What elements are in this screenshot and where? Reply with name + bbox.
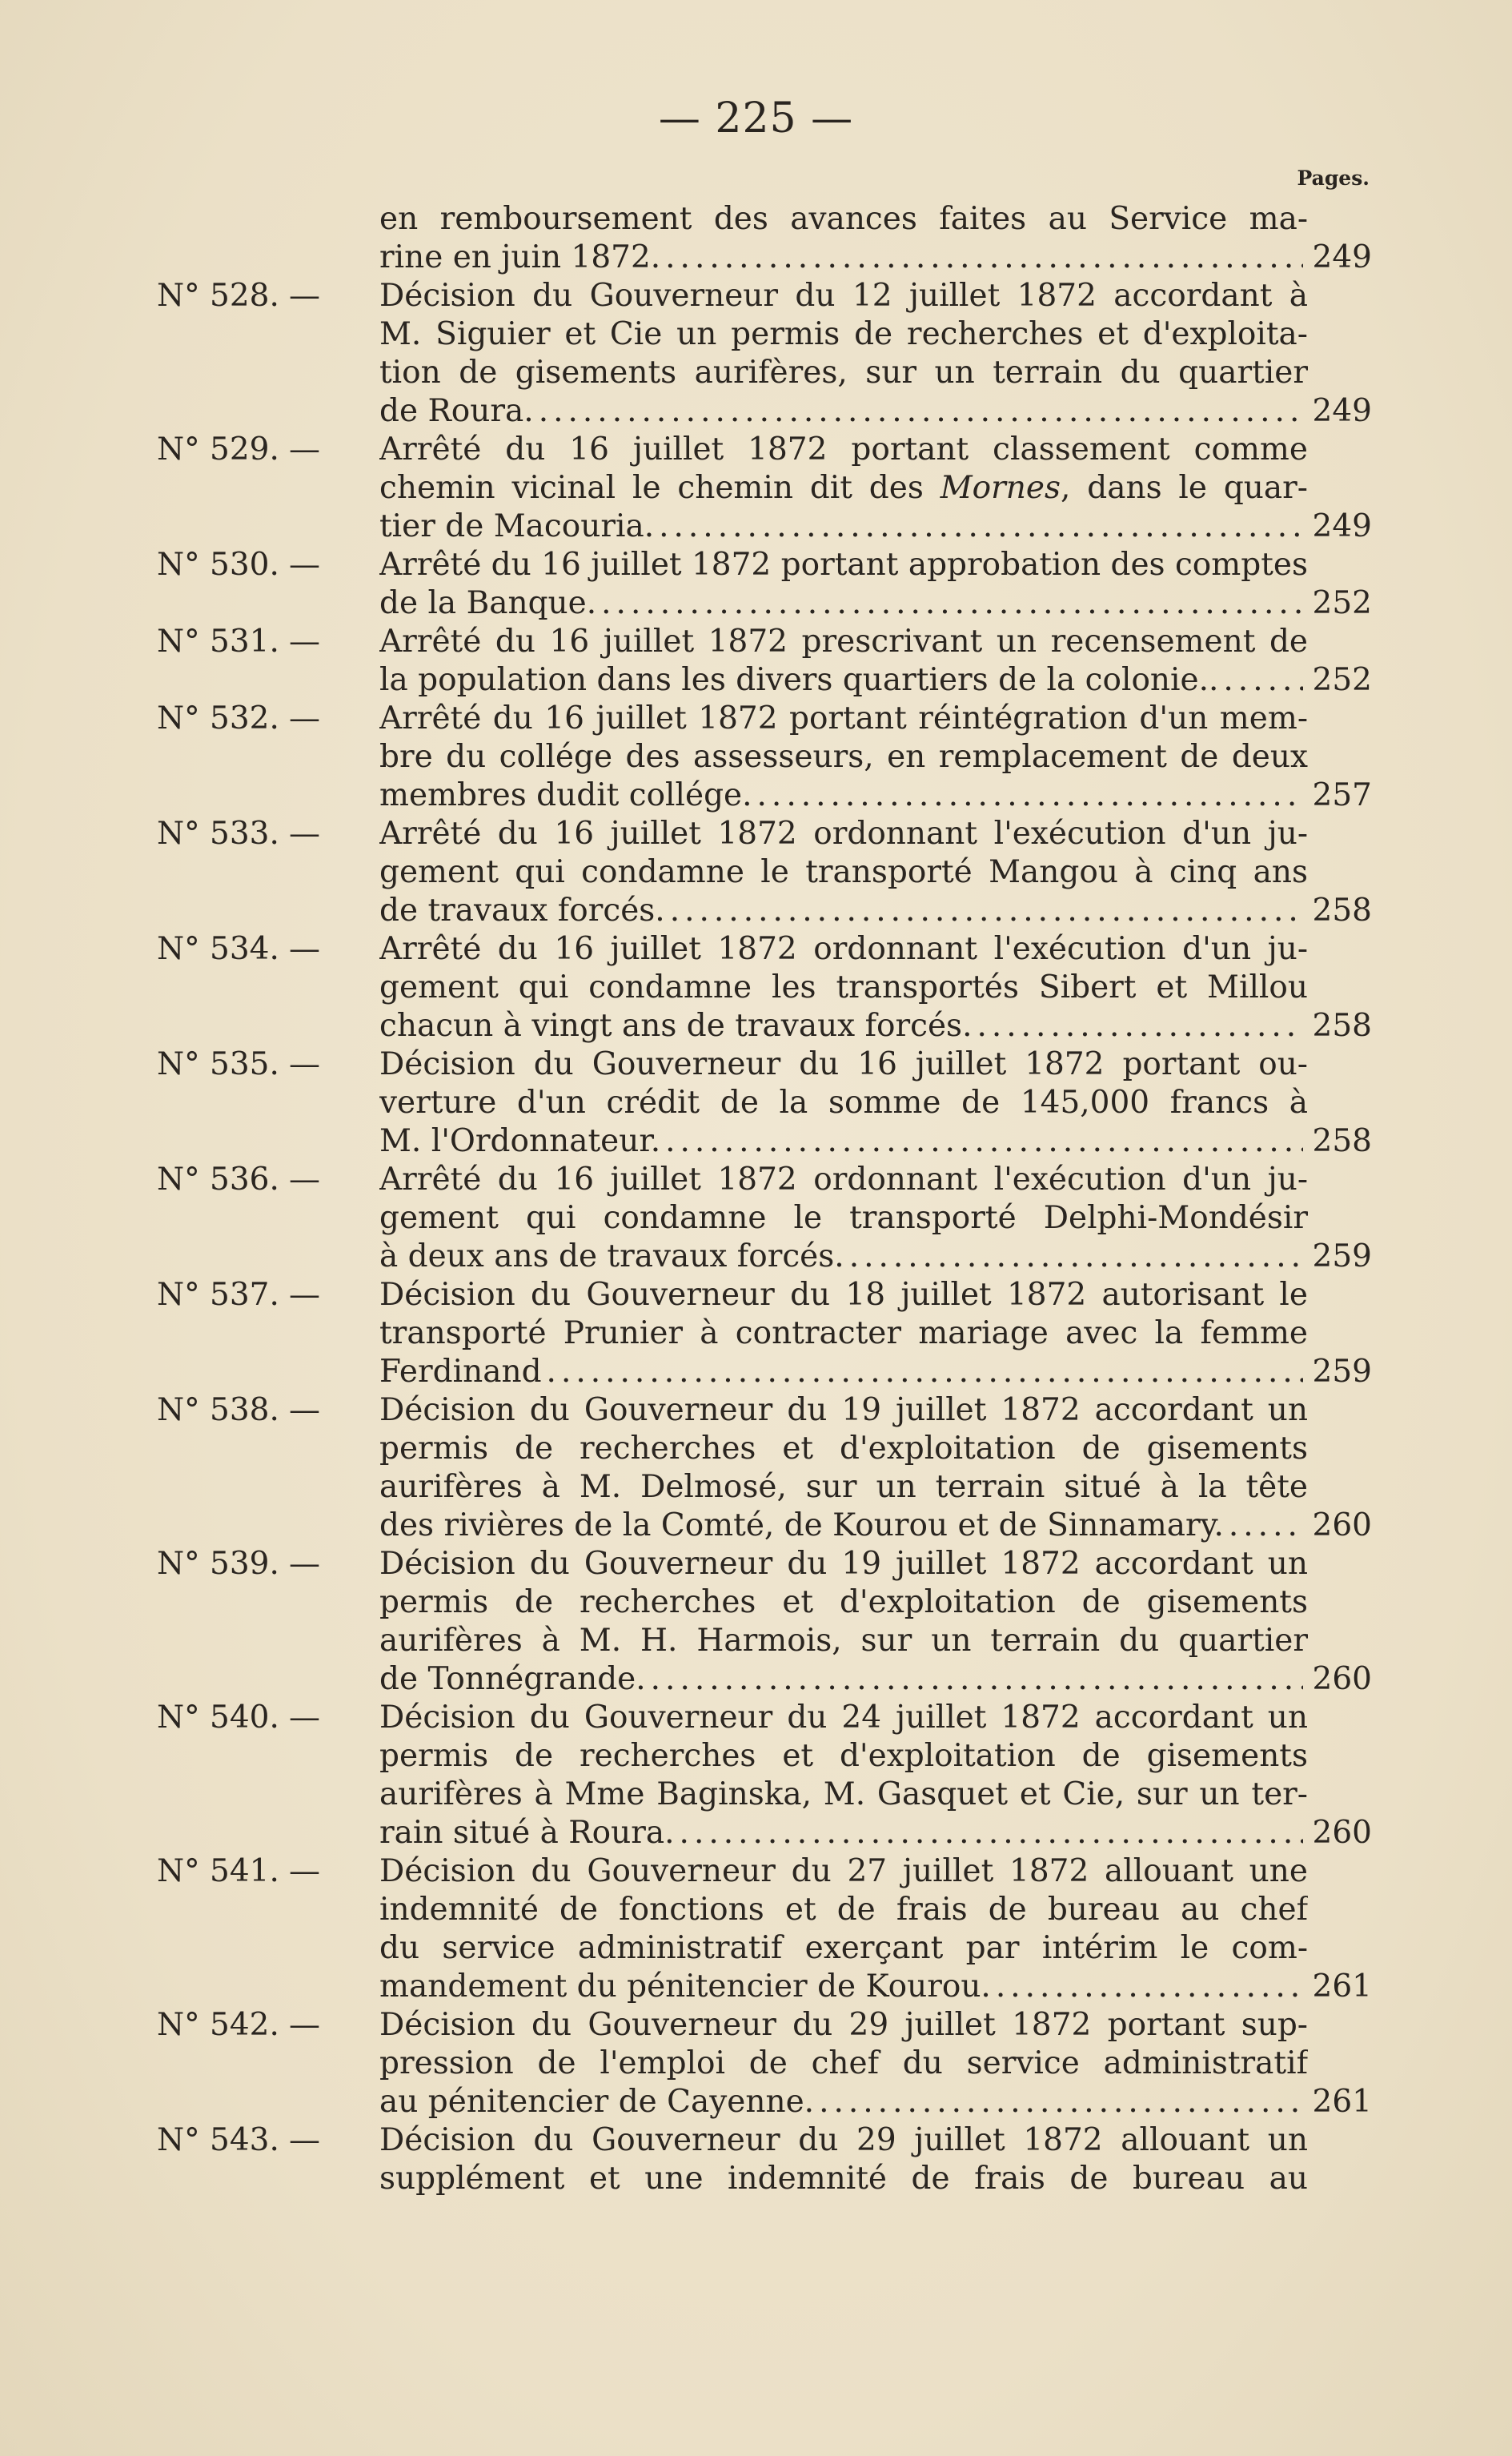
entry-dash: —	[289, 2007, 320, 2043]
entry-dash: —	[289, 2122, 320, 2158]
entry-page-number: 249	[1312, 508, 1372, 544]
entry-last-line	[379, 661, 1308, 700]
dot-leader	[977, 1007, 1303, 1045]
dot-leader	[1223, 661, 1303, 700]
dot-leader	[665, 239, 1303, 277]
entry-line: gement qui condamne le transporté Delphi-Mondésir	[379, 1200, 1308, 1236]
dot-leader	[849, 1238, 1303, 1276]
toc-entry	[157, 930, 1372, 1045]
entry-number: N° 536.	[157, 1162, 279, 1198]
entry-last-text: de la Banque.	[379, 585, 597, 621]
entry-last-text: rine en juin 1872.	[379, 239, 661, 275]
entry-last-line	[379, 1122, 1308, 1161]
entry-line: gement qui condamne le transporté Mangou à cinq ans	[379, 854, 1308, 890]
entry-dash: —	[289, 1162, 320, 1198]
entry-last-line	[379, 2083, 1308, 2121]
toc-entry	[157, 431, 1372, 546]
entry-number: N° 543.	[157, 2122, 279, 2158]
dot-leader	[547, 1353, 1303, 1391]
entry-page-number: 258	[1312, 893, 1372, 929]
entry-text	[379, 277, 1308, 431]
entry-line: M. Siguier et Cie un permis de recherches et d'exploita-	[379, 316, 1308, 352]
entry-line: Arrêté du 16 juillet 1872 ordonnant l'exécution d'un ju-	[379, 931, 1308, 967]
entry-dash: —	[289, 1046, 320, 1082]
entry-number: N° 535.	[157, 1046, 279, 1082]
entry-page-number: 260	[1312, 1661, 1372, 1697]
entry-line: Décision du Gouverneur du 29 juillet 1872 portant sup-	[379, 2007, 1308, 2043]
entry-line: aurifères à M. Delmosé, sur un terrain situé à la tête	[379, 1469, 1308, 1505]
entry-line: Décision du Gouverneur du 19 juillet 1872 accordant un	[379, 1546, 1308, 1582]
entry-last-text: rain situé à Roura.	[379, 1815, 675, 1851]
entry-line: Arrêté du 16 juillet 1872 prescrivant un recensement de	[379, 624, 1308, 660]
dot-leader	[1229, 1507, 1303, 1545]
entry-page-number: 252	[1312, 662, 1372, 698]
entry-text	[379, 815, 1308, 930]
toc-entry	[157, 200, 1372, 277]
entry-line: Décision du Gouverneur du 16 juillet 1872 portant ou-	[379, 1046, 1308, 1082]
entry-line: Décision du Gouverneur du 18 juillet 1872 autorisant le	[379, 1277, 1308, 1313]
entry-line: indemnité de fonctions et de frais de bureau au chef	[379, 1892, 1308, 1928]
entry-last-line	[379, 584, 1308, 623]
entry-number: N° 533.	[157, 816, 279, 852]
entry-number: N° 540.	[157, 1700, 279, 1736]
entry-page-number: 261	[1312, 1968, 1372, 2005]
entry-last-line	[379, 239, 1308, 277]
entry-dash: —	[289, 431, 320, 468]
entry-dash: —	[289, 1277, 320, 1313]
toc-entry	[157, 1276, 1372, 1391]
entry-text	[379, 1699, 1308, 1852]
entry-line: gement qui condamne les transportés Sibert et Millou	[379, 969, 1308, 1005]
entry-dash: —	[289, 278, 320, 314]
entry-text	[379, 623, 1308, 700]
entry-text	[379, 546, 1308, 623]
dot-leader	[651, 1660, 1303, 1699]
toc-entry	[157, 1391, 1372, 1545]
entry-last-line	[379, 392, 1308, 431]
toc-entry	[157, 1545, 1372, 1699]
entry-number: N° 541.	[157, 1853, 279, 1889]
dot-leader	[665, 1122, 1303, 1161]
entry-line: Arrêté du 16 juillet 1872 ordonnant l'exécution d'un ju-	[379, 816, 1308, 852]
entry-page-number: 260	[1312, 1815, 1372, 1851]
entry-page-number: 259	[1312, 1354, 1372, 1390]
entry-last-line	[379, 777, 1308, 815]
entry-text	[379, 431, 1308, 546]
entry-dash: —	[289, 1853, 320, 1889]
entry-number: N° 532.	[157, 700, 279, 736]
entry-number: N° 539.	[157, 1546, 279, 1582]
entry-line: Décision du Gouverneur du 29 juillet 1872 allouant un	[379, 2122, 1308, 2158]
entry-dash: —	[289, 1700, 320, 1736]
entry-line: Décision du Gouverneur du 12 juillet 1872 accordant à	[379, 278, 1308, 314]
entry-last-line	[379, 1007, 1308, 1045]
dot-leader	[757, 777, 1303, 815]
entry-line: aurifères à Mme Baginska, M. Gasquet et Cie, sur un ter-	[379, 1776, 1308, 1812]
entry-last-text: membres dudit collége.	[379, 777, 752, 813]
dot-leader	[659, 508, 1303, 546]
entry-page-number: 259	[1312, 1238, 1372, 1274]
toc-entry	[157, 2121, 1372, 2198]
toc-entry	[157, 815, 1372, 930]
entry-last-line	[379, 892, 1308, 930]
entry-line: Arrêté du 16 juillet 1872 portant approbation des comptes	[379, 547, 1308, 583]
entry-line: Arrêté du 16 juillet 1872 portant classement comme	[379, 431, 1308, 468]
entry-last-text: chacun à vingt ans de travaux forcés.	[379, 1008, 973, 1044]
dot-leader	[996, 1968, 1303, 2006]
dot-leader	[670, 892, 1303, 930]
entry-last-text: de Roura.	[379, 393, 534, 429]
entry-dash: —	[289, 1546, 320, 1582]
entry-last-text: Ferdinand	[379, 1354, 542, 1390]
entry-text	[379, 930, 1308, 1045]
entry-text	[379, 1161, 1308, 1276]
toc-entry	[157, 546, 1372, 623]
toc-entry	[157, 1852, 1372, 2006]
entry-page-number: 260	[1312, 1507, 1372, 1543]
entry-page-number: 258	[1312, 1123, 1372, 1159]
entry-number: N° 537.	[157, 1277, 279, 1313]
entry-dash: —	[289, 816, 320, 852]
entry-page-number: 249	[1312, 239, 1372, 275]
entry-last-text: la population dans les divers quartiers de la colonie..	[379, 662, 1219, 698]
entry-text	[379, 1545, 1308, 1699]
entry-last-line	[379, 508, 1308, 546]
toc-entry	[157, 277, 1372, 431]
entry-dash: —	[289, 624, 320, 660]
entry-last-text: M. l'Ordonnateur.	[379, 1123, 661, 1159]
toc-entry	[157, 623, 1372, 700]
entry-line: Arrêté du 16 juillet 1872 ordonnant l'exécution d'un ju-	[379, 1162, 1308, 1198]
entry-last-text: des rivières de la Comté, de Kourou et de Sinnamary.	[379, 1507, 1224, 1543]
entry-line: chemin vicinal le chemin dit des Mornes, dans le quar-	[379, 470, 1308, 506]
entry-line: pression de l'emploi de chef du service administratif	[379, 2045, 1308, 2081]
entry-page-number: 249	[1312, 393, 1372, 429]
entry-line: supplément et une indemnité de frais de bureau au	[379, 2161, 1308, 2197]
entry-dash: —	[289, 700, 320, 736]
entry-number: N° 531.	[157, 624, 279, 660]
entry-text	[379, 700, 1308, 815]
dot-leader	[680, 1814, 1303, 1852]
entry-text	[379, 200, 1308, 277]
entry-last-text: tier de Macouria.	[379, 508, 655, 544]
entry-page-number: 252	[1312, 585, 1372, 621]
toc-entry	[157, 2006, 1372, 2121]
entry-dash: —	[289, 931, 320, 967]
entry-line: tion de gisements aurifères, sur un terrain du quartier	[379, 355, 1308, 391]
entry-line: Décision du Gouverneur du 19 juillet 1872 accordant un	[379, 1392, 1308, 1428]
entry-line: transporté Prunier à contracter mariage avec la femme	[379, 1315, 1308, 1351]
toc-entry	[157, 1699, 1372, 1852]
entry-last-text: au pénitencier de Cayenne.	[379, 2084, 815, 2120]
entry-line: verture d'un crédit de la somme de 145,000 francs à	[379, 1085, 1308, 1121]
entry-line: Arrêté du 16 juillet 1872 portant réintégration d'un mem-	[379, 700, 1308, 736]
entry-last-line	[379, 1507, 1308, 1545]
entry-line: aurifères à M. H. Harmois, sur un terrain du quartier	[379, 1623, 1308, 1659]
entry-last-text: de travaux forcés.	[379, 893, 665, 929]
entry-line: du service administratif exerçant par intérim le com-	[379, 1930, 1308, 1966]
italic-term: Mornes	[940, 470, 1061, 506]
entry-line: bre du collége des assesseurs, en remplacement de deux	[379, 739, 1308, 775]
toc-entry	[157, 1161, 1372, 1276]
entry-text	[379, 1045, 1308, 1161]
entry-number: N° 538.	[157, 1392, 279, 1428]
entry-last-line	[379, 1238, 1308, 1276]
entry-text	[379, 2006, 1308, 2121]
entry-line: permis de recherches et d'exploitation de gisements	[379, 1431, 1308, 1467]
table-of-contents	[157, 200, 1372, 2198]
pages-column-label: Pages.	[1297, 167, 1370, 190]
dot-leader	[819, 2083, 1303, 2121]
entry-last-line	[379, 1814, 1308, 1852]
entry-last-text: mandement du pénitencier de Kourou.	[379, 1968, 991, 2005]
entry-page-number: 257	[1312, 777, 1372, 813]
dot-leader	[601, 584, 1303, 623]
entry-line: Décision du Gouverneur du 24 juillet 1872 accordant un	[379, 1700, 1308, 1736]
entry-number: N° 530.	[157, 547, 279, 583]
entry-last-line	[379, 1353, 1308, 1391]
entry-last-line	[379, 1968, 1308, 2006]
entry-line: permis de recherches et d'exploitation de gisements	[379, 1738, 1308, 1774]
page-number: — 225 —	[658, 94, 854, 142]
entry-line: Décision du Gouverneur du 27 juillet 1872 allouant une	[379, 1853, 1308, 1889]
toc-entry	[157, 700, 1372, 815]
entry-last-text: à deux ans de travaux forcés.	[379, 1238, 844, 1274]
entry-number: N° 542.	[157, 2007, 279, 2043]
entry-last-text: de Tonnégrande.	[379, 1661, 646, 1697]
entry-page-number: 261	[1312, 2084, 1372, 2120]
entry-dash: —	[289, 1392, 320, 1428]
entry-number: N° 529.	[157, 431, 279, 468]
entry-text	[379, 1852, 1308, 2006]
entry-page-number: 258	[1312, 1008, 1372, 1044]
dot-leader	[539, 392, 1303, 431]
entry-text	[379, 1391, 1308, 1545]
entry-line: en remboursement des avances faites au Service ma-	[379, 201, 1308, 237]
entry-line: permis de recherches et d'exploitation de gisements	[379, 1584, 1308, 1620]
toc-entry	[157, 1045, 1372, 1161]
entry-text	[379, 2121, 1308, 2198]
entry-dash: —	[289, 547, 320, 583]
entry-number: N° 528.	[157, 278, 279, 314]
entry-number: N° 534.	[157, 931, 279, 967]
entry-text	[379, 1276, 1308, 1391]
entry-last-line	[379, 1660, 1308, 1699]
